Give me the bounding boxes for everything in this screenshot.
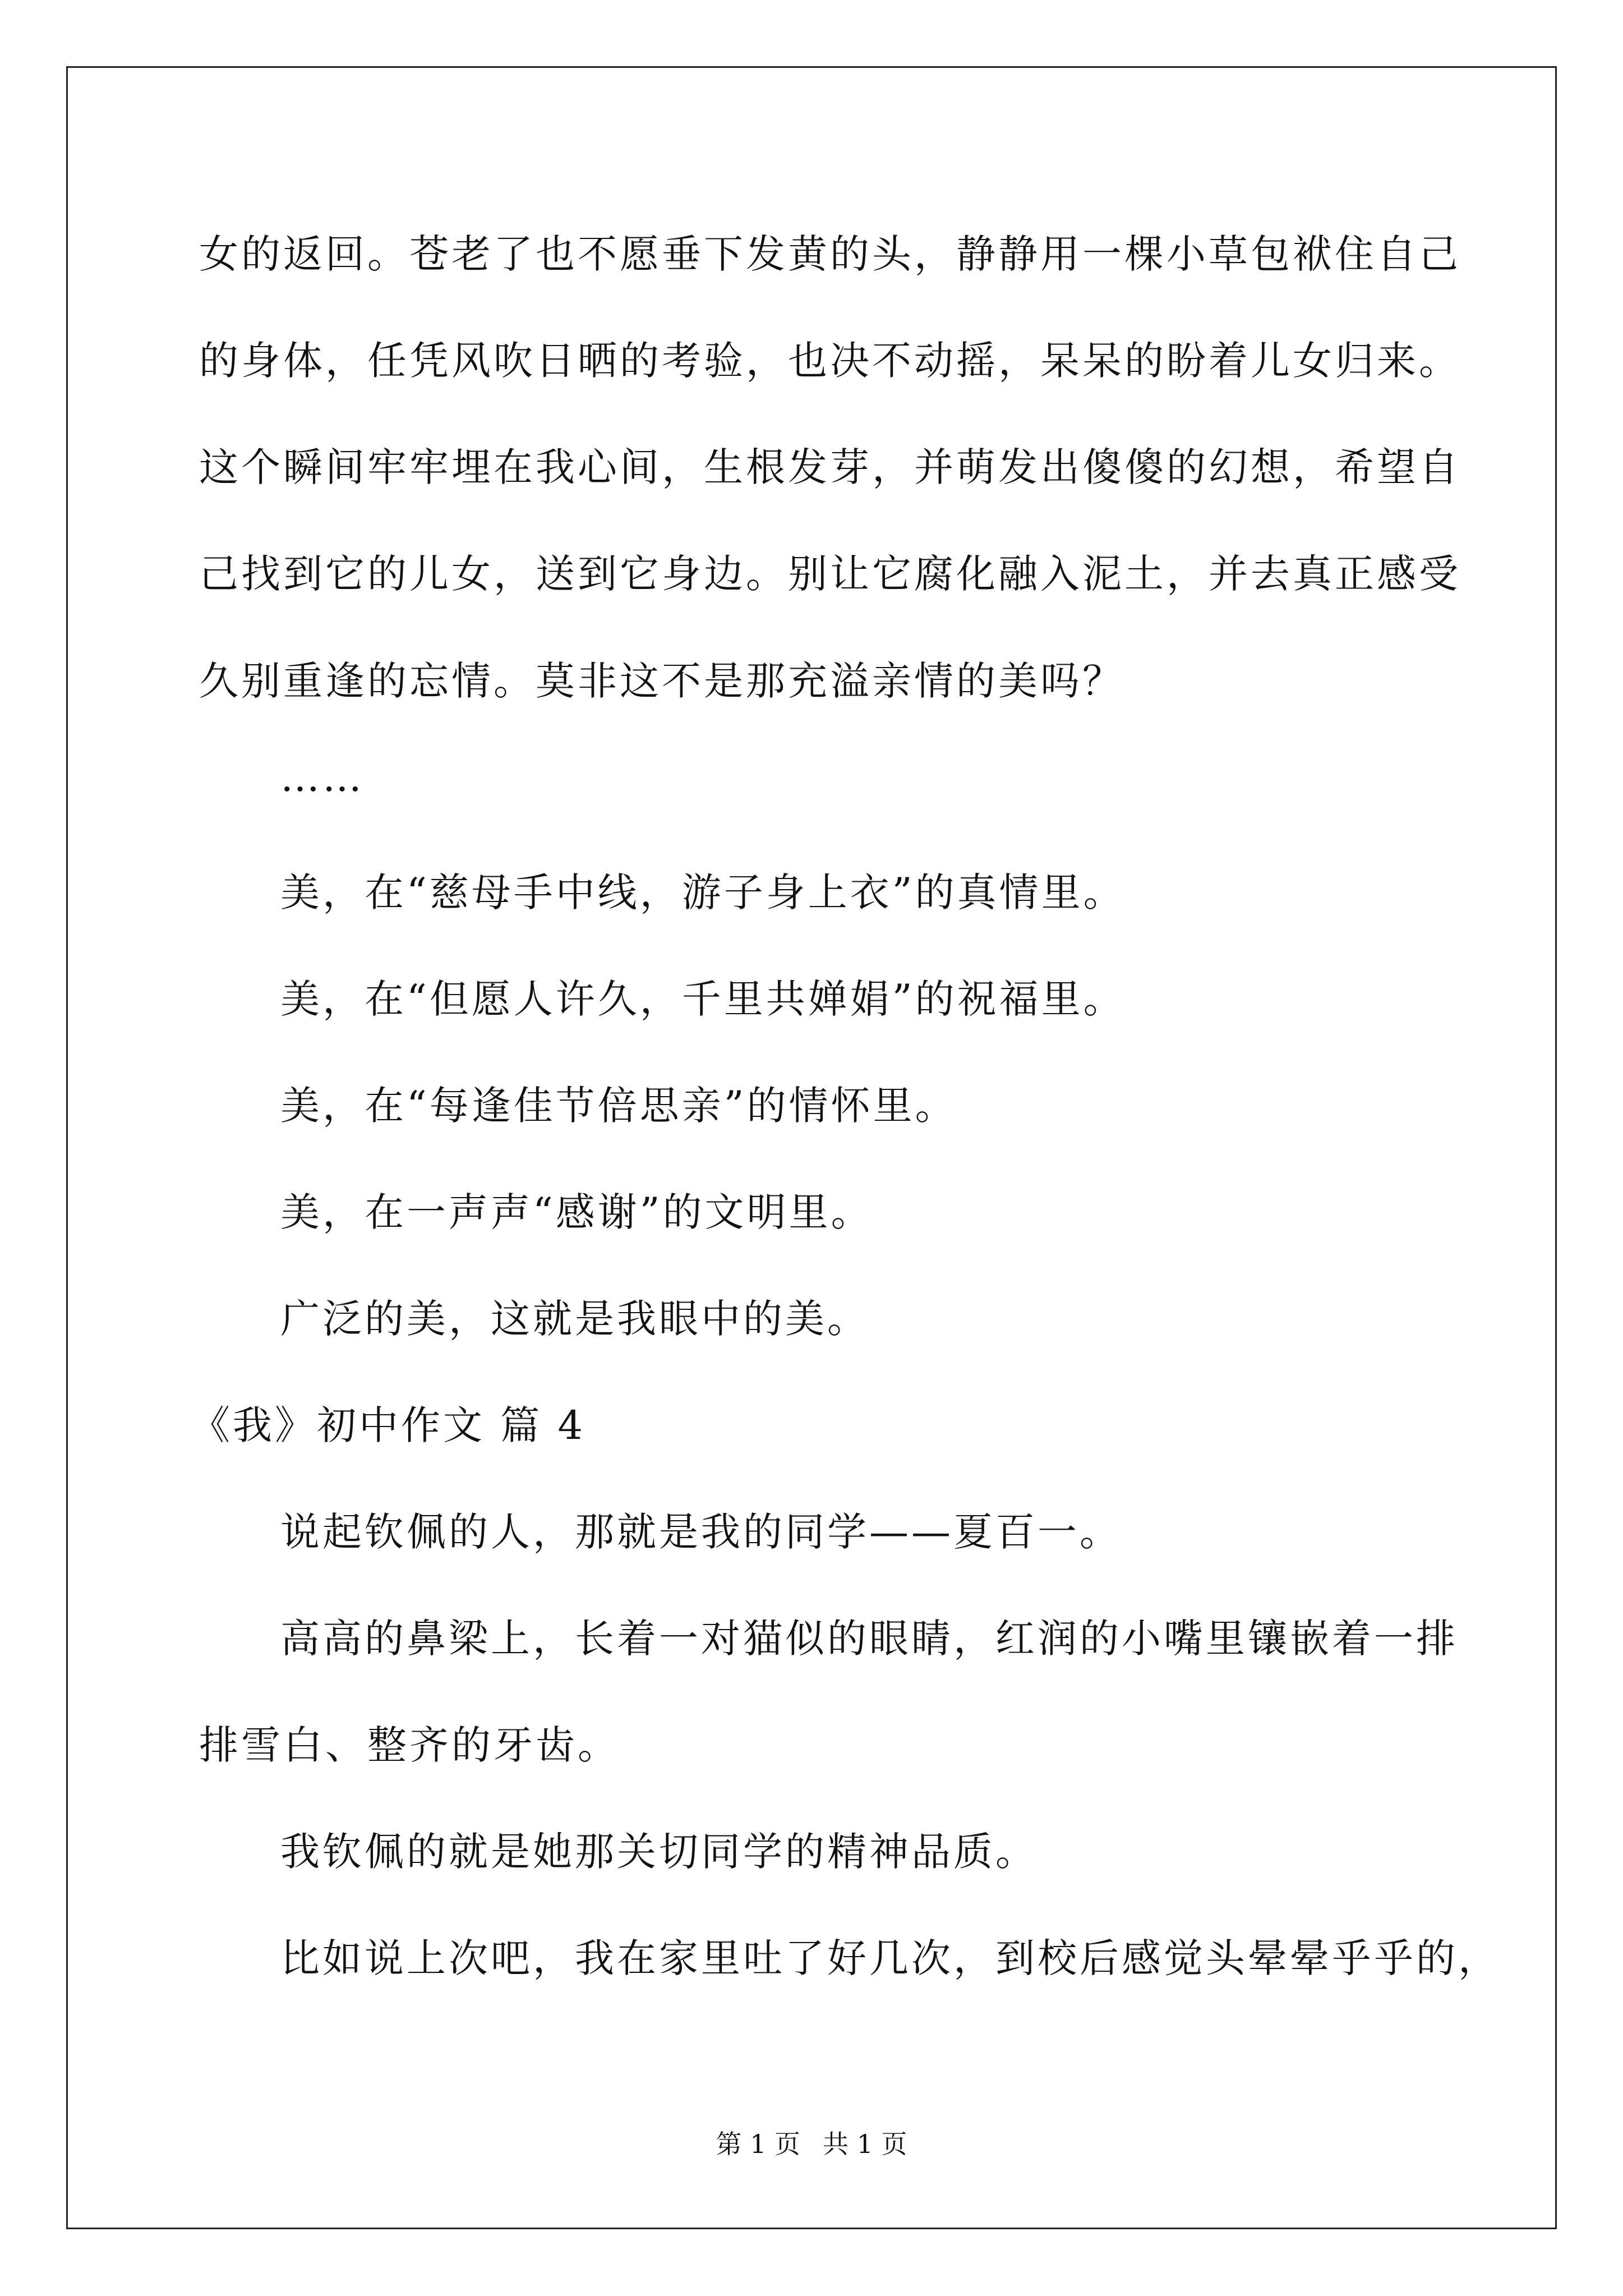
body-line-16: 我钦佩的就是她那关切同学的精神品质。: [280, 1829, 1038, 1875]
page-number-total: 共 1 页: [823, 2129, 907, 2159]
body-line-15: 排雪白、整齐的牙齿。: [199, 1722, 620, 1768]
body-line-1: 女的返回。苍老了也不愿垂下发黄的头，静静用一棵小草包袱住自己: [199, 231, 1461, 277]
body-line-7: 美，在“慈母手中线，游子身上衣”的真情里。: [280, 869, 1126, 915]
body-line-4: 己找到它的儿女，送到它身边。别让它腐化融入泥土，并去真正感受: [199, 551, 1461, 597]
body-line-11: 广泛的美，这就是我眼中的美。: [280, 1296, 869, 1342]
body-line-8: 美，在“但愿人许久，千里共婵娟”的祝福里。: [280, 976, 1126, 1022]
page-number-current: 第 1 页: [716, 2129, 800, 2159]
body-line-2: 的身体，任凭风吹日晒的考验，也决不动摇，呆呆的盼着儿女归来。: [199, 338, 1461, 384]
body-line-5: 久别重逢的忘情。莫非这不是那充溢亲情的美吗？: [199, 658, 1124, 704]
section-heading: 《我》初中作文 篇 4: [191, 1402, 586, 1448]
body-line-14: 高高的鼻梁上，长着一对猫似的眼睛，红润的小嘴里镶嵌着一排: [280, 1616, 1458, 1662]
page-border: [66, 66, 1557, 2229]
page-footer: [0, 2127, 1623, 2161]
body-line-13: 说起钦佩的人，那就是我的同学——夏百一。: [280, 1509, 1122, 1555]
body-line-17: 比如说上次吧，我在家里吐了好几次，到校后感觉头晕晕乎乎的，: [280, 1935, 1500, 1981]
ellipsis-line: ……: [280, 754, 365, 800]
body-line-10: 美，在一声声“感谢”的文明里。: [280, 1189, 873, 1235]
body-line-9: 美，在“每逢佳节倍思亲”的情怀里。: [280, 1083, 957, 1129]
body-line-3: 这个瞬间牢牢埋在我心间，生根发芽，并萌发出傻傻的幻想，希望自: [199, 444, 1461, 490]
